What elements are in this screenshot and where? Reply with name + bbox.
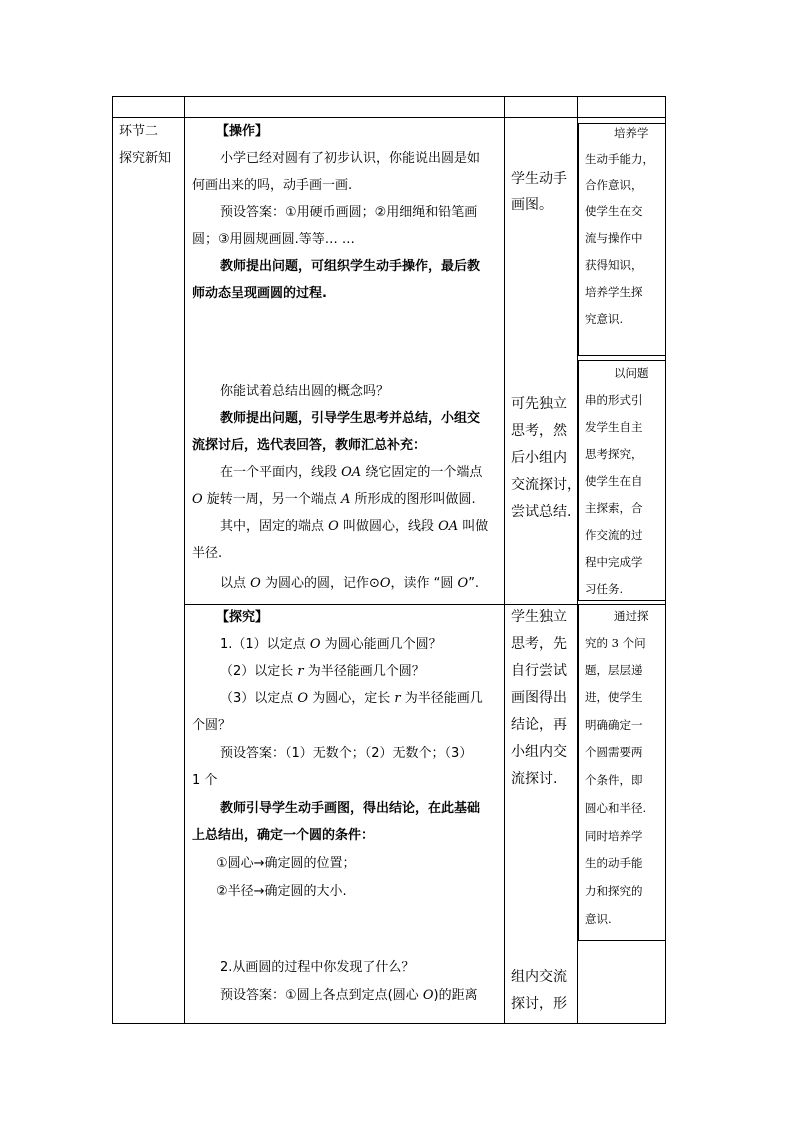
- math-symbol: O: [379, 576, 391, 591]
- op-answer-line: 圆；③用圆规画圆.等等… …: [192, 232, 355, 247]
- explore-question: [220, 664, 425, 680]
- text-span: 为圆心，定长: [308, 691, 395, 706]
- text-span: 旋转一周，另一个端点: [202, 492, 341, 507]
- row-line-explore: [184, 604, 577, 605]
- design-line: 发学生自主: [585, 420, 643, 434]
- design-line: 意识.: [585, 912, 612, 926]
- math-symbol: r: [297, 664, 304, 679]
- activity-line: 画图得出: [511, 690, 567, 706]
- design-line: 习任务.: [585, 582, 624, 596]
- explore-answer-line: 预设答案：（1）无数个；（2）无数个；（3）: [220, 746, 473, 761]
- concept-teacher-line: 流探讨后，选代表回答，教师汇总补充：: [192, 438, 427, 453]
- activity-line: 小组内交: [511, 744, 567, 760]
- design-line: 串的形式引: [585, 393, 643, 407]
- design-line: 究意识.: [585, 312, 624, 326]
- text-span: 预设答案：①圆上各点到定点(圆心: [220, 988, 423, 1003]
- col4-box-line: [578, 940, 666, 941]
- design-line: 生动手能力，: [585, 152, 654, 166]
- text-span: 所形成的图形叫做圆.: [350, 492, 476, 507]
- math-symbol: O: [297, 691, 309, 706]
- design-line: 合作意识，: [585, 178, 643, 192]
- text-span: 为半径能画几: [400, 691, 483, 706]
- op-paragraph-line: 小学已经对圆有了初步认识，你能说出圆是如: [220, 151, 481, 166]
- col-line-left: [112, 96, 113, 1024]
- design-line: 通过探: [614, 609, 649, 623]
- op-teacher-line: 教师提出问题，可组织学生动手操作，最后教: [220, 259, 481, 274]
- activity-line: 学生动手: [511, 171, 567, 187]
- stage-label: 环节二: [119, 124, 159, 139]
- explore-answer-line: 1 个: [192, 773, 218, 788]
- concept-notation-line: [220, 576, 479, 592]
- design-line: 个条件，即: [585, 773, 643, 787]
- row-line-bottom: [112, 1023, 666, 1024]
- op-answer-line: 预设答案：①用硬币画圆；②用细绳和铅笔画: [220, 205, 478, 220]
- stage-name: 探究新知: [119, 151, 172, 166]
- col-line-right: [665, 96, 666, 1024]
- design-line: 思考探究，: [585, 447, 643, 461]
- col4-box-line-left: [578, 604, 579, 941]
- concept-definition-line: [220, 465, 482, 481]
- design-line: 作交流的过: [585, 528, 643, 542]
- design-line: 获得知识，: [585, 258, 643, 272]
- text-span: ”.: [468, 576, 480, 591]
- design-line: 力和探究的: [585, 884, 643, 898]
- explore-heading: 【探究】: [216, 610, 269, 625]
- col4-box-line: [578, 360, 666, 361]
- text-span: 为圆心的圆，记作⊙: [260, 576, 380, 591]
- text-span: 其中，固定的端点: [220, 519, 329, 534]
- activity-line: 流探讨.: [511, 771, 558, 787]
- col4-box-line: [578, 123, 666, 124]
- activity-line: 自行尝试: [511, 663, 567, 679]
- activity-line: 组内交流: [511, 969, 567, 985]
- explore-condition: ①圆心→确定圆的位置；: [216, 856, 356, 871]
- design-line: 明确确定一: [585, 718, 643, 732]
- math-symbol: O: [250, 576, 261, 591]
- math-symbol: O: [457, 576, 469, 591]
- text-span: 为半径能画几个圆？: [303, 664, 425, 679]
- explore-teacher-line: 上总结出，确定一个圆的条件：: [192, 828, 375, 843]
- design-line: 生的动手能: [585, 856, 643, 870]
- op-paragraph-line: 何画出来的吗，动手画一画.: [192, 178, 353, 193]
- activity-line: 可先独立: [511, 396, 567, 412]
- activity-line: 后小组内: [511, 450, 567, 466]
- design-line: 程中完成学: [585, 555, 643, 569]
- activity-line: 学生独立: [511, 609, 567, 625]
- col-line-2: [504, 96, 505, 1024]
- col4-box-line: [578, 604, 666, 605]
- explore-question: [220, 637, 442, 653]
- design-line: 主探索，合: [585, 501, 643, 515]
- op-teacher-line: 师动态呈现画圆的过程.: [192, 286, 327, 301]
- concept-definition-line: [192, 492, 476, 508]
- row-line-header: [112, 117, 666, 118]
- math-symbol: A: [340, 492, 351, 507]
- text-span: ，读作 “圆: [390, 576, 458, 591]
- math-symbol: OA: [438, 519, 459, 534]
- math-symbol: O: [328, 519, 339, 534]
- col4-box-line: [578, 355, 666, 356]
- text-span: 叫做: [458, 519, 489, 534]
- design-line: 圆心和半径.: [585, 801, 647, 815]
- col-line-1: [184, 96, 185, 1024]
- concept-center-radius-line: [220, 519, 488, 535]
- text-span: 1.（1）以定点: [220, 637, 310, 652]
- text-span: )的距离: [433, 988, 478, 1003]
- activity-line: 尝试总结.: [511, 504, 572, 520]
- explore-condition: ②半径→确定圆的大小.: [216, 884, 347, 899]
- explore2-answer: [220, 988, 478, 1004]
- design-line: 培养学: [614, 126, 649, 140]
- activity-line: 结论，再: [511, 717, 567, 733]
- math-symbol: r: [394, 691, 401, 706]
- op-heading: 【操作】: [216, 124, 269, 139]
- text-span: 叫做圆心，线段: [338, 519, 439, 534]
- design-line: 进，使学生: [585, 690, 643, 704]
- concept-center-radius-line: 半径.: [192, 546, 223, 561]
- design-line: 培养学生探: [585, 285, 643, 299]
- text-span: （3）以定点: [220, 691, 298, 706]
- math-symbol: OA: [341, 465, 362, 480]
- design-line: 以问题: [614, 366, 649, 380]
- text-span: 以点: [220, 576, 251, 591]
- explore-question: 个圆？: [192, 718, 232, 733]
- design-line: 使学生在自: [585, 474, 643, 488]
- design-line: 究的 3 个问: [585, 636, 646, 650]
- text-span: 在一个平面内，线段: [220, 465, 342, 480]
- design-line: 使学生在交: [585, 204, 643, 218]
- design-line: 题，层层递: [585, 663, 643, 677]
- math-symbol: O: [422, 988, 434, 1003]
- explore2-question: 2.从画圆的过程中你发现了什么？: [220, 960, 415, 975]
- explore-question: [220, 691, 483, 707]
- explore-teacher-line: 教师引导学生动手画图，得出结论，在此基础: [220, 801, 481, 816]
- text-span: 为圆心能画几个圆？: [320, 637, 442, 652]
- math-symbol: O: [309, 637, 321, 652]
- row-line-top: [112, 96, 666, 97]
- activity-line: 思考，先: [511, 636, 567, 652]
- text-span: 绕它固定的一个端点: [361, 465, 483, 480]
- activity-line: 思考，然: [511, 423, 567, 439]
- activity-line: 交流探讨，: [511, 477, 581, 493]
- design-line: 同时培养学: [585, 829, 643, 843]
- design-line: 个圆需要两: [585, 745, 643, 759]
- activity-line: 探讨，形: [511, 996, 567, 1012]
- col4-box-line-left: [578, 123, 579, 356]
- text-span: （2）以定长: [220, 664, 298, 679]
- design-line: 流与操作中: [585, 231, 643, 245]
- concept-question: 你能试着总结出圆的概念吗？: [220, 384, 390, 399]
- math-symbol: O: [192, 492, 203, 507]
- concept-teacher-line: 教师提出问题，引导学生思考并总结，小组交: [220, 411, 481, 426]
- col4-box-line: [578, 600, 666, 601]
- activity-line: 画图。: [511, 197, 553, 213]
